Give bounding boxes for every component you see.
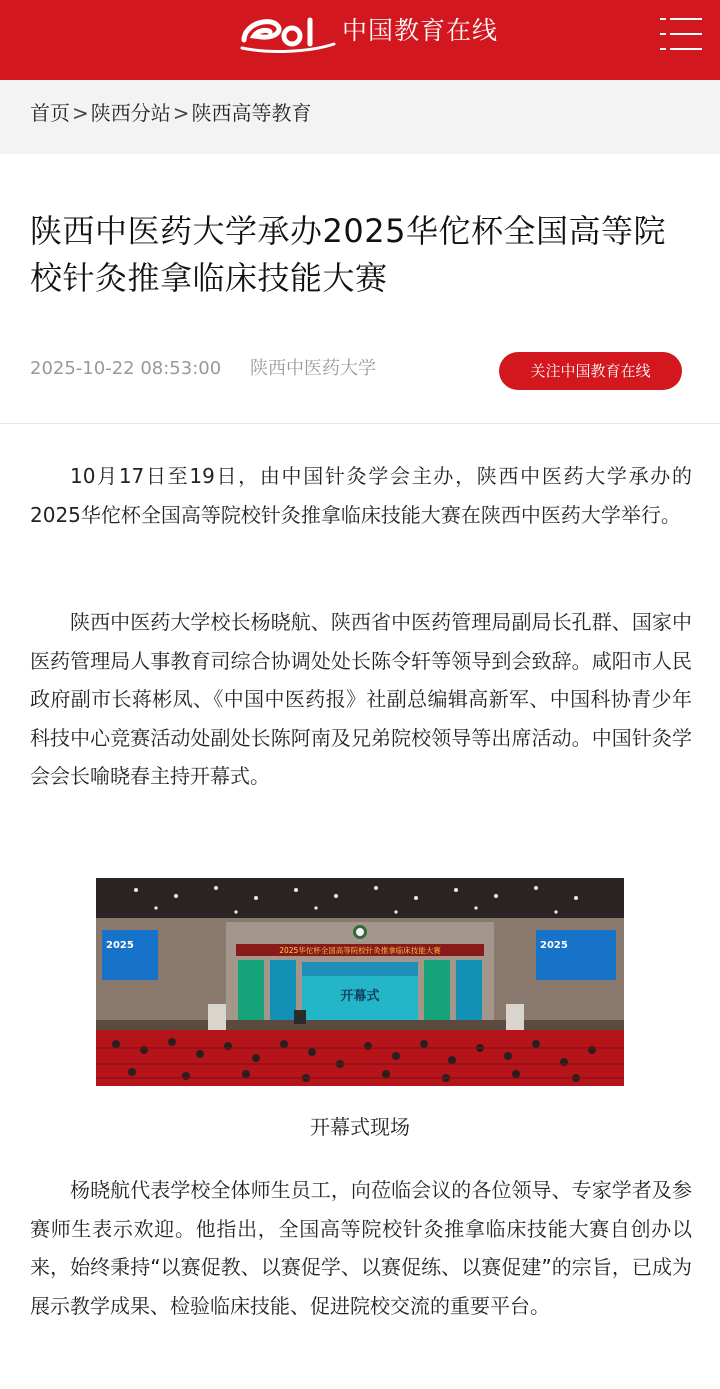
breadcrumb-separator: >: [72, 101, 89, 125]
article-paragraph: 10月17日至19日，由中国针灸学会主办，陕西中医药大学承办的2025华佗杯全国高等院校针灸推拿临床技能大赛在陕西中医药大学举行。: [30, 464, 692, 527]
photo-illustration: [96, 878, 624, 1086]
breadcrumb-higher-education[interactable]: 陕西高等教育: [191, 101, 312, 125]
breadcrumb-home[interactable]: 首页: [30, 101, 70, 125]
eol-logo[interactable]: [240, 10, 336, 56]
site-header: [0, 0, 720, 80]
svg-text:2025: 2025: [540, 940, 568, 951]
breadcrumb-shaanxi[interactable]: 陕西分站: [90, 101, 171, 125]
article-photo: [96, 878, 624, 1086]
photo-center-screen-text: 开幕式: [340, 989, 380, 1004]
article-paragraph: 陕西中医药大学校长杨晓航、陕西省中医药管理局副局长孔群、国家中医药管理局人事教育司综合协调处处长陈令轩等领导到会致辞。咸阳市人民政府副市长蒋彬凤、《中国中医药报》社副总编辑高新军、中国科协青少年科技中心竞赛活动处副处长陈阿南及兄弟院校领导等出席活动。中国针灸学会会长喻晓春主持开幕式。: [30, 610, 692, 788]
article-title: 陕西中医药大学承办2025华佗杯全国高等院校针灸推拿临床技能大赛: [30, 212, 666, 297]
article-date: 2025-10-22 08:53:00: [30, 358, 222, 379]
breadcrumb: [30, 98, 312, 128]
breadcrumb-bar: [0, 80, 720, 154]
breadcrumb-separator: >: [172, 101, 190, 125]
site-name[interactable]: 中国教育在线: [342, 16, 499, 45]
photo-banner-text: 2025华佗杯全国高等院校针灸推拿临床技能大赛: [279, 946, 441, 955]
menu-icon[interactable]: [660, 18, 702, 50]
photo-caption: 开幕式现场: [310, 1115, 410, 1139]
article-paragraph: 杨晓航代表学校全体师生员工，向莅临会议的各位领导、专家学者及参赛师生表示欢迎。他指出，全国高等院校针灸推拿临床技能大赛自创办以来，始终秉持“以赛促教、以赛促学、以赛促练、以赛促建”的宗旨，已成为展示教学成果、检验临床技能、促进院校交流的重要平台。: [30, 1178, 692, 1318]
article-source: 陕西中医药大学: [250, 358, 376, 379]
divider: [0, 423, 720, 424]
svg-text:2025: 2025: [106, 940, 134, 951]
follow-button[interactable]: 关注中国教育在线: [499, 352, 682, 390]
